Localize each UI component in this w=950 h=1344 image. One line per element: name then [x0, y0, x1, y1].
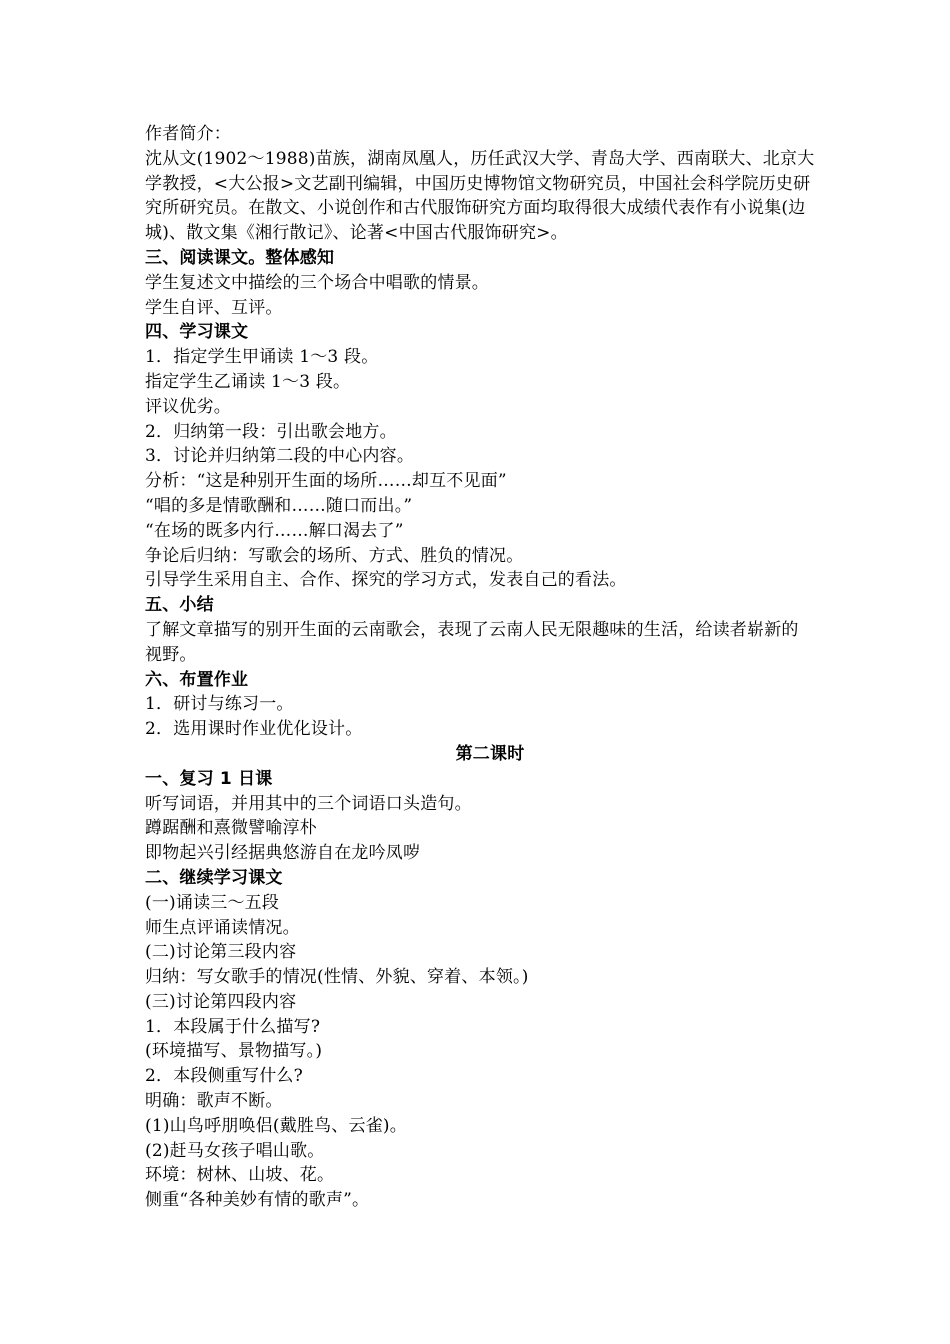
text-line: 2．选用课时作业优化设计。 — [145, 719, 363, 740]
text-line: 1．指定学生甲诵读 1～3 段。 — [145, 347, 379, 368]
text-line: (环境描写、景物描写。) — [145, 1041, 323, 1062]
section-heading: 三、阅读课文。整体感知 — [145, 247, 335, 268]
text-line: (二)讨论第三段内容 — [145, 942, 297, 963]
text-line: 3．讨论并归纳第二段的中心内容。 — [145, 446, 415, 467]
section-heading: 五、小结 — [145, 595, 214, 616]
text-line: 1．研讨与练习一。 — [145, 694, 294, 715]
paragraph: 了解文章描写的别开生面的云南歌会，表现了云南人民无限趣味的生活，给读者崭新的视野。 — [145, 619, 799, 665]
text-line: 侧重“各种美妙有情的歌声”。 — [145, 1190, 370, 1211]
section-heading: 一、复习 1 日课 — [145, 768, 273, 789]
paragraph: 沈从文(1902～1988)苗族，湖南凤凰人，历任武汉大学、青岛大学、西南联大、北京大学教授，<大公报>文艺副刊编辑，中国历史博物馆文物研究员，中国社会科学院历史研究所研究员。在散文、小说创作和古代服饰研究方面均取得很大成绩代表作有小说集(边城)、散文集《湘行散记》、论著<中国古代服饰研究>。 — [145, 148, 815, 244]
text-line: 明确：歌声不断。 — [145, 1091, 283, 1112]
text-line: 1．本段属于什么描写? — [145, 1016, 321, 1037]
text-line: 蹲踞酬和熹微譬喻淳朴 — [145, 818, 317, 839]
text-line: 争论后归纳：写歌会的场所、方式、胜负的情况。 — [145, 545, 524, 566]
text-line: (1)山鸟呼朋唤侣(戴胜鸟、云雀)。 — [145, 1115, 407, 1136]
document-page — [145, 122, 815, 1213]
text-line: 作者简介： — [145, 124, 231, 144]
text-line: 学生自评、互评。 — [145, 297, 283, 318]
text-line: 归纳：写女歌手的情况(性情、外貌、穿着、本领。) — [145, 967, 529, 988]
text-line: 听写词语，并用其中的三个词语口头造句。 — [145, 793, 472, 814]
text-line: (一)诵读三～五段 — [145, 892, 280, 913]
text-line: 师生点评诵读情况。 — [145, 917, 300, 938]
text-line: 分析：“这是种别开生面的场所……却互不见面” — [145, 471, 507, 492]
text-line: 学生复述文中描绘的三个场合中唱歌的情景。 — [145, 272, 489, 293]
text-line: “唱的多是情歌酬和……随口而出。” — [145, 495, 413, 516]
section-heading: 四、学习课文 — [145, 322, 249, 343]
text-line: 即物起兴引经据典悠游自在龙吟凤哕 — [145, 843, 421, 864]
text-line: 评议优劣。 — [145, 396, 231, 417]
text-line: “在场的既多内行……解口渴去了” — [145, 520, 404, 541]
text-line: (2)赶马女孩子唱山歌。 — [145, 1140, 325, 1161]
text-line: (三)讨论第四段内容 — [145, 991, 297, 1012]
text-line: 指定学生乙诵读 1～3 段。 — [145, 371, 351, 392]
text-line: 环境：树林、山坡、花。 — [145, 1165, 335, 1186]
lesson-heading: 第二课时 — [455, 743, 525, 764]
text-line: 引导学生采用自主、合作、探究的学习方式，发表自己的看法。 — [145, 570, 627, 591]
section-heading: 六、布置作业 — [145, 669, 249, 690]
section-heading: 二、继续学习课文 — [145, 867, 283, 888]
text-line: 2．归纳第一段：引出歌会地方。 — [145, 421, 397, 442]
text-line: 2．本段侧重写什么? — [145, 1066, 303, 1087]
